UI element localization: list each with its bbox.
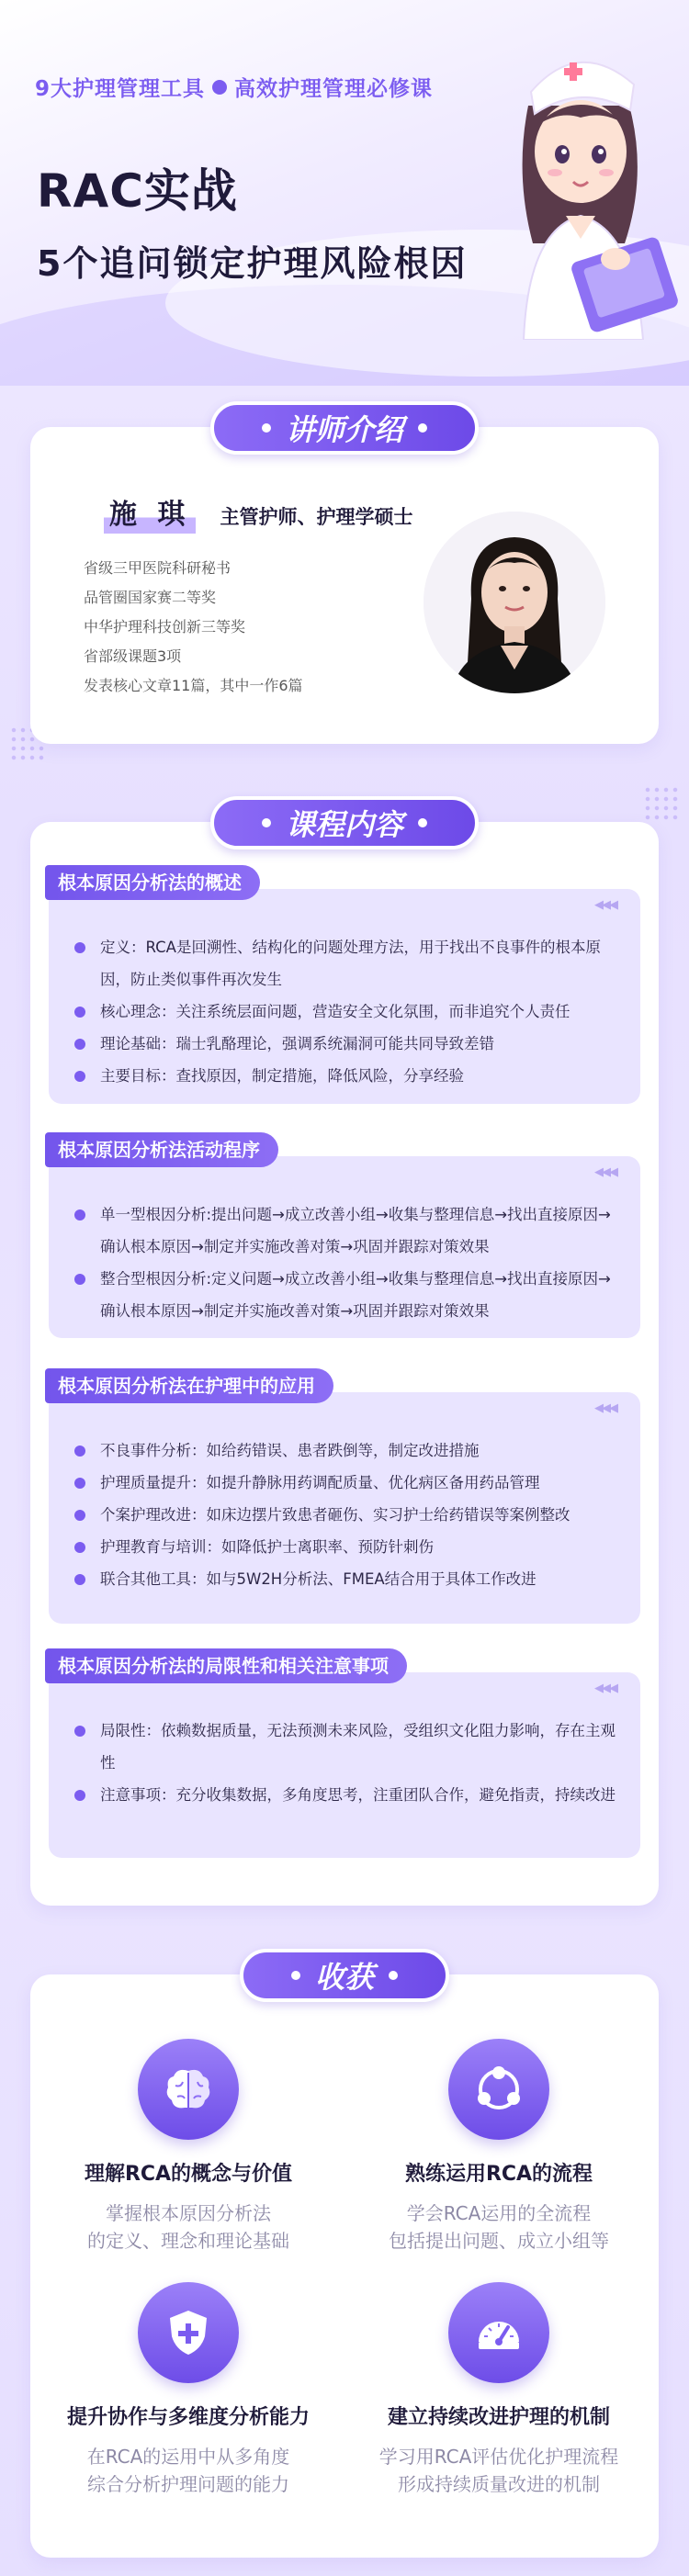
outcome-desc-line: 掌握根本原因分析法 [106,2202,271,2224]
outcome-title: 熟练运用RCA的流程 [404,2163,593,2186]
outcome-desc [41,2443,335,2498]
pill-dot-icon [262,423,271,433]
module-item: 核心理念：关注系统层面问题，营造安全文化氛围，而非追究个人责任 [71,996,626,1028]
instructor-heading [104,491,412,534]
page-title: RAC实战 [37,164,238,218]
outcomes-card [30,1960,659,2558]
outcome-item [41,2282,335,2498]
tagline-dot-icon [212,80,227,95]
credential-item: 省级三甲医院科研秘书 [84,559,232,577]
course-module [49,1368,640,1624]
outcome-item [352,2039,646,2255]
outcome-desc-line: 学会RCA运用的全流程 [406,2202,592,2224]
outcome-desc-line: 的定义、理念和理论基础 [87,2230,289,2252]
credential-item: 省部级课题3项 [84,647,182,665]
pill-dot-icon [418,818,427,827]
module-item: 护理教育与培训：如降低护士离职率、预防针刺伤 [71,1531,626,1563]
outcome-desc-line: 学习用RCA评估优化护理流程 [378,2446,619,2468]
module-item: 整合型根因分析:定义问题→成立改善小组→收集与整理信息→找出直接原因→确认根本原因→制定并实施改善对策→巩固并跟踪对策效果 [71,1263,626,1327]
module-label: 根本原因分析法的局限性和相关注意事项 [45,1648,407,1683]
nurse-illustration-icon [478,18,689,340]
page-subtitle: 5个追问锁定护理风险根因 [37,243,468,284]
outcome-title: 提升协作与多维度分析能力 [66,2406,310,2429]
header-tagline [35,72,433,102]
instructor-portrait-icon [424,512,605,693]
outcome-desc-line: 在RCA的运用中从多角度 [86,2446,290,2468]
header-banner [0,0,689,386]
course-section-pill [210,796,479,849]
module-item: 局限性：依赖数据质量，无法预测未来风险，受组织文化阻力影响，存在主观性 [71,1715,626,1779]
module-label: 根本原因分析法活动程序 [45,1132,278,1167]
module-item: 护理质量提升：如提升静脉用药调配质量、优化病区备用药品管理 [71,1467,626,1499]
gauge-icon [448,2282,549,2383]
instructor-credentials [84,554,303,701]
outcome-desc [352,2199,646,2255]
decor-arrows-icon: ◀◀◀ [594,1682,616,1695]
outcome-item [41,2039,335,2255]
module-bullets [71,1434,626,1595]
module-item: 定义：RCA是回溯性、结构化的问题处理方法，用于找出不良事件的根本原因，防止类似事件再次发生 [71,931,626,996]
instructor-title: 主管护师、护理学硕士 [220,506,413,528]
module-bullets [71,931,626,1092]
instructor-photo [424,512,605,693]
decor-arrows-icon: ◀◀◀ [594,1165,616,1179]
decor-arrows-icon: ◀◀◀ [594,898,616,912]
decor-dots [643,785,680,822]
outcomes-section-title: 收获 [314,1960,375,1995]
credential-item: 品管圈国家赛二等奖 [84,589,217,606]
outcome-desc [41,2199,335,2255]
course-module [49,865,640,1104]
module-panel [49,889,640,1104]
module-item: 不良事件分析：如给药错误、患者跌倒等，制定改进措施 [71,1434,626,1467]
module-bullets [71,1198,626,1327]
tagline-right: 高效护理管理必修课 [234,77,434,101]
pill-dot-icon [418,423,427,433]
pill-dot-icon [262,818,271,827]
shield-plus-icon [138,2282,239,2383]
decor-arrows-icon: ◀◀◀ [594,1401,616,1415]
outcomes-section-pill [240,1949,449,2002]
outcome-desc-line: 包括提出问题、成立小组等 [389,2230,609,2252]
credential-item: 发表核心文章11篇，其中一作6篇 [84,677,303,694]
course-card [30,807,659,1906]
module-item: 理论基础：瑞士乳酪理论，强调系统漏洞可能共同导致差错 [71,1028,626,1060]
tagline-left: 9大护理管理工具 [35,77,206,101]
outcome-title: 理解RCA的概念与价值 [84,2163,293,2186]
credential-item: 中华护理科技创新三等奖 [84,618,246,636]
module-item: 主要目标：查找原因，制定措施，降低风险，分享经验 [71,1060,626,1092]
module-item: 单一型根因分析:提出问题→成立改善小组→收集与整理信息→找出直接原因→确认根本原因→制定并实施改善对策→巩固并跟踪对策效果 [71,1198,626,1263]
module-item: 联合其他工具：如与5W2H分析法、FMEA结合用于具体工作改进 [71,1563,626,1595]
pill-dot-icon [389,1971,398,1980]
instructor-card [30,412,659,744]
module-bullets [71,1715,626,1811]
module-panel [49,1672,640,1858]
outcome-title: 建立持续改进护理的机制 [387,2406,610,2429]
course-section-title: 课程内容 [285,807,404,842]
module-label: 根本原因分析法的概述 [45,865,260,900]
module-label: 根本原因分析法在护理中的应用 [45,1368,333,1403]
course-module [49,1132,640,1339]
module-item: 个案护理改进：如床边摆片致患者砸伤、实习护士给药错误等案例整改 [71,1499,626,1531]
brain-icon [138,2039,239,2140]
network-icon [448,2039,549,2140]
outcome-desc-line: 综合分析护理问题的能力 [87,2473,289,2495]
module-panel [49,1392,640,1624]
module-item: 注意事项：充分收集数据，多角度思考，注重团队合作，避免指责，持续改进 [71,1779,626,1811]
course-module [49,1648,640,1858]
instructor-section-title: 讲师介绍 [285,412,404,447]
outcome-item [352,2282,646,2498]
pill-dot-icon [291,1971,300,1980]
outcome-desc-line: 形成持续质量改进的机制 [398,2473,600,2495]
instructor-section-pill [210,401,479,455]
instructor-name: 施 琪 [104,491,196,534]
outcome-desc [352,2443,646,2498]
module-panel [49,1156,640,1338]
